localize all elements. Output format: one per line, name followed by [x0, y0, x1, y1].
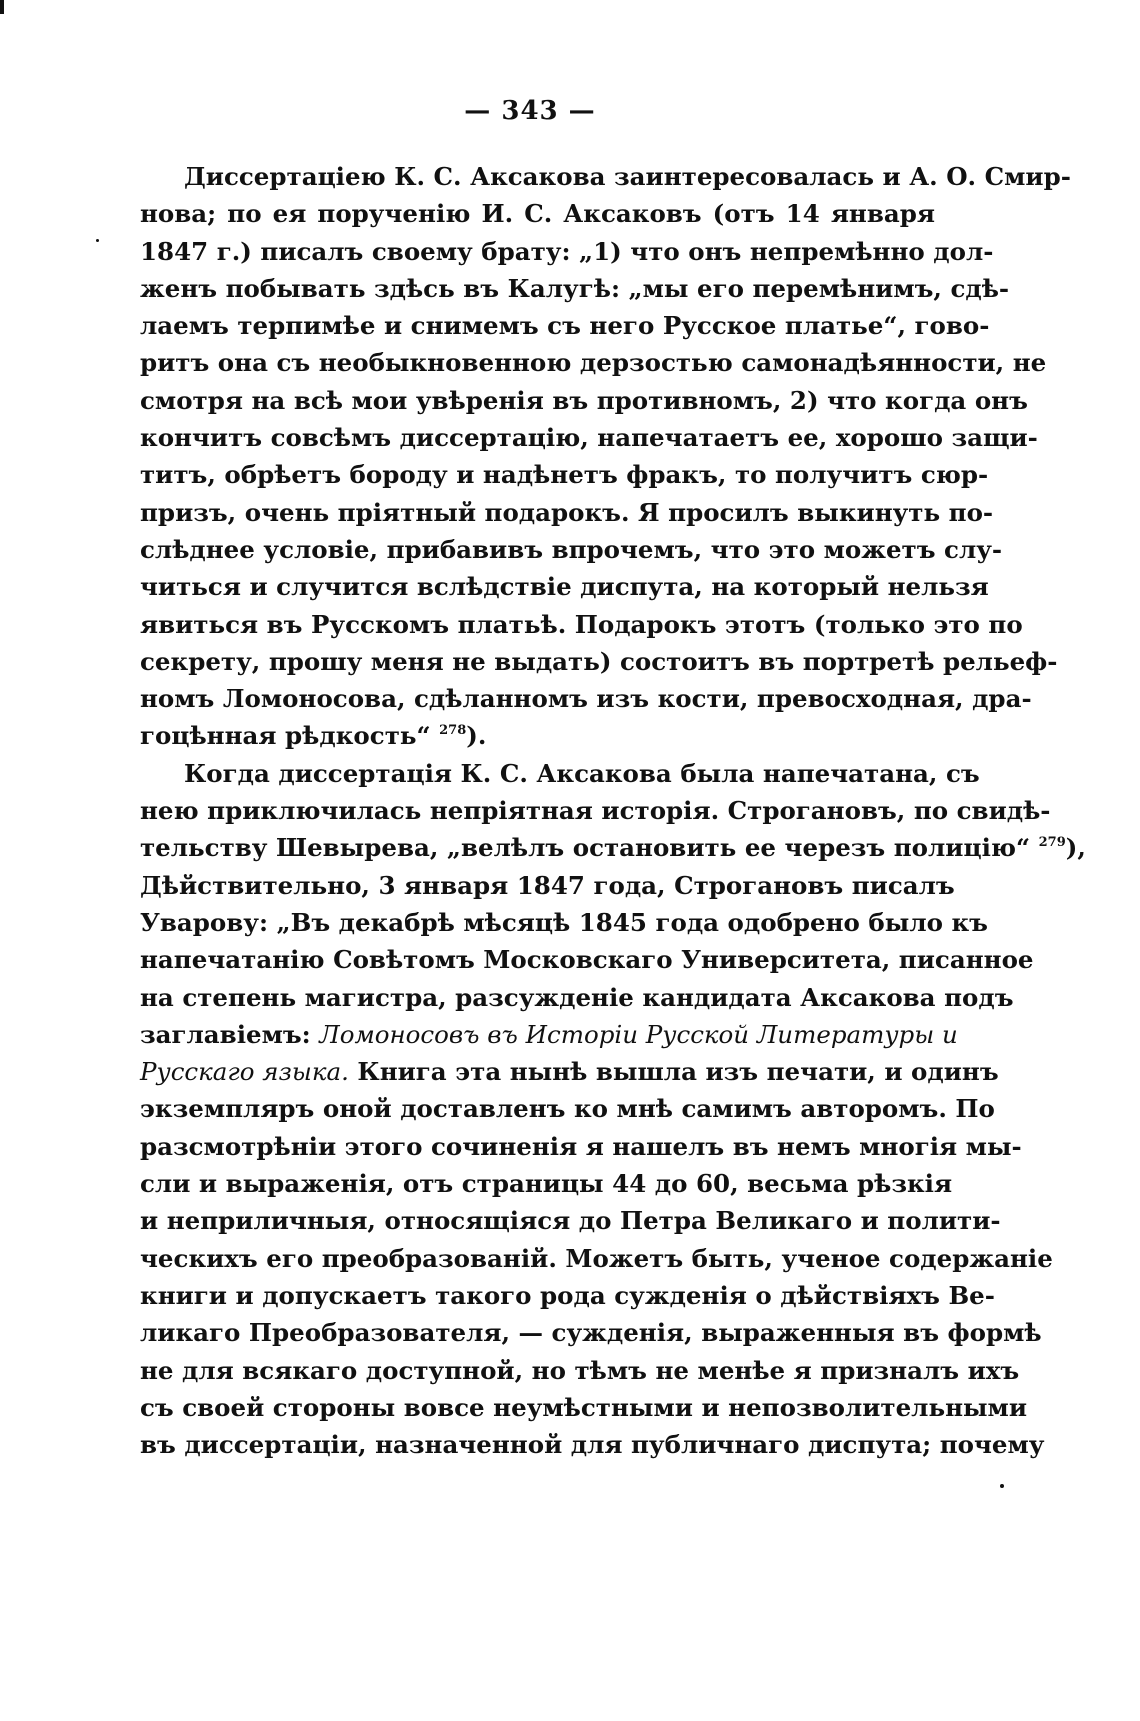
- text-line: лаемъ терпимѣе и снимемъ съ него Русское платье“, гово-: [140, 311, 990, 341]
- text-line: ческихъ его преобразованій. Можетъ быть, ученое содержаніе: [140, 1243, 1053, 1273]
- text-line: смотря на всѣ мои увѣренія въ противномъ, 2) что когда онъ: [140, 385, 1028, 415]
- text-line: въ диссертаціи, назначенной для публичнаго диспута; почему: [140, 1430, 1045, 1460]
- text-line: титъ, обрѣетъ бороду и надѣнетъ фракъ, то получитъ сюр-: [140, 460, 989, 490]
- text-line: нова; по ея порученію И. С. Аксаковъ (отъ 14 января: [140, 199, 935, 229]
- scan-dot-left: [96, 239, 99, 242]
- text-line: Уварову: „Въ декабрѣ мѣсяцѣ 1845 года одобрено было къ: [140, 907, 988, 937]
- text-line: экземпляръ оной доставленъ ко мнѣ самимъ авторомъ. По: [140, 1094, 995, 1124]
- page-number: — 343 —: [464, 96, 596, 126]
- footnote-line-text: гоцѣнная рѣдкость“: [140, 721, 431, 751]
- text-line: не для всякаго доступной, но тѣмъ не менѣе я призналъ ихъ: [140, 1355, 1020, 1385]
- book-title-italic: Русскаго языка.: [140, 1057, 349, 1087]
- text-line: Когда диссертація К. С. Аксакова была напечатана, съ: [184, 758, 980, 788]
- text-line: на степень магистра, разсужденіе кандидата Аксакова подъ: [140, 982, 1014, 1012]
- text-line: [140, 1053, 999, 1090]
- text-line: женъ побывать здѣсь въ Калугѣ: „мы его перемѣнимъ, сдѣ-: [140, 273, 1010, 303]
- text-line: и неприличныя, относящіяся до Петра Великаго и полити-: [140, 1206, 1001, 1236]
- text-line: съ своей стороны вовсе неумѣстными и непозволительными: [140, 1392, 1028, 1422]
- text-line: книги и допускаетъ такого рода сужденія о дѣйствіяхъ Ве-: [140, 1280, 995, 1310]
- text-line: напечатанію Совѣтомъ Московскаго Университета, писанное: [140, 945, 1034, 975]
- text-line: [140, 1016, 958, 1053]
- text-line: ликаго Преобразователя, — сужденія, выраженныя въ формѣ: [140, 1318, 1042, 1348]
- footnote-ref[interactable]: 279: [1038, 835, 1066, 851]
- text-line: читься и случится вслѣдствіе диспута, на который нельзя: [140, 572, 989, 602]
- body-text: [140, 158, 1086, 1463]
- text-line: нею приключилась непріятная исторія. Строгановъ, по свидѣ-: [140, 796, 1051, 826]
- text-line: призъ, очень пріятный подарокъ. Я просилъ выкинуть по-: [140, 497, 994, 527]
- text-line: секрету, прошу меня не выдать) состоитъ въ портретѣ рельеф-: [140, 646, 1058, 676]
- scan-dot-right: [1000, 1484, 1004, 1488]
- footnote-line-tail: ).: [466, 721, 487, 751]
- text-line: явиться въ Русскомъ платьѣ. Подарокъ этотъ (только это по: [140, 609, 1023, 639]
- book-title-italic: Ломоносовъ въ Исторіи Русской Литературы и: [319, 1019, 958, 1049]
- text-line: [140, 829, 1086, 866]
- text-line: кончитъ совсѣмъ диссертацію, напечатаетъ ее, хорошо защи-: [140, 423, 1038, 453]
- footnote-ref[interactable]: 278: [439, 723, 467, 739]
- text-line: слѣднее условіе, прибавивъ впрочемъ, что это можетъ слу-: [140, 534, 1003, 564]
- text-line: [140, 717, 935, 754]
- text-line: 1847 г.) писалъ своему брату: „1) что онъ непремѣнно дол-: [140, 236, 994, 266]
- text-line: разсмотрѣніи этого сочиненія я нашелъ въ немъ многія мы-: [140, 1131, 1022, 1161]
- footnote-line-text: тельству Шевырева, „велѣлъ остановить ее черезъ полицію“: [140, 833, 1031, 863]
- title-line-tail: Книга эта нынѣ вышла изъ печати, и одинъ: [357, 1057, 999, 1087]
- text-line: ритъ она съ необыкновенною дерзостью самонадѣянности, не: [140, 348, 1047, 378]
- scan-mark-top-left: [0, 0, 4, 14]
- title-line-lead: заглавіемъ:: [140, 1019, 311, 1049]
- text-line: Диссертаціею К. С. Аксакова заинтересовалась и А. О. Смир-: [184, 162, 1071, 191]
- text-line: номъ Ломоносова, сдѣланномъ изъ кости, превосходная, дра-: [140, 684, 1032, 714]
- text-line: Дѣйствительно, 3 января 1847 года, Строгановъ писалъ: [140, 870, 955, 900]
- footnote-line-tail: ),: [1065, 833, 1086, 863]
- text-line: сли и выраженія, отъ страницы 44 до 60, весьма рѣзкія: [140, 1169, 953, 1199]
